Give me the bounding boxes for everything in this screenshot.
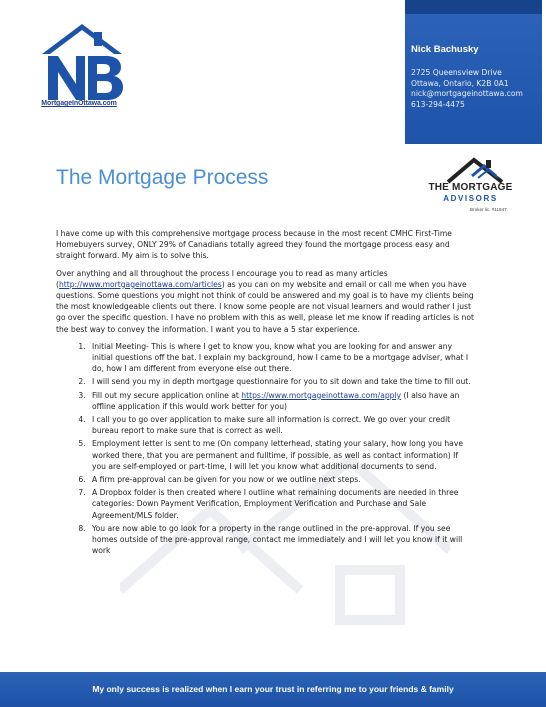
step-item: 7. A Dropbox folder is then created where I outline what remaining documents are needed in three categories: Down Payment Verification, Employment Verification and Purchase and Sale Agreement/MLS folder. — [88, 487, 474, 521]
broker-license: Broker lic. #11947 — [470, 207, 507, 212]
footer-tagline: My only success is realized when I earn your trust in referring me to your friends & family — [92, 684, 454, 694]
brand-title: THE MORTGAGE — [428, 182, 513, 193]
nb-logo-icon — [34, 20, 130, 112]
process-steps-list — [56, 341, 474, 557]
step-item: 8. You are now able to go look for a property in the range outlined in the pre-approval. If you see homes outside of the pre-approval range, contact me immediately and I will let you know if it will work — [88, 523, 474, 557]
step-item: 4. I call you to go over application to make sure all information is correct. We go over your credit bureau report to make sure that is correct as well. — [88, 414, 474, 436]
paragraph-text: ) as you can on my website and email or call me when you have questions. Some questions you might not think of could be answered and my goal is to have my clients being the most knowledgeable clients out there. I know some people are not visual learners and would rather I just go over the specific question. I have no problem with this as well, please let me know if reading articles is not the best way to convey the information. I want you to have a 5 star experience. — [56, 279, 474, 334]
brand-subtitle: ADVISORS — [443, 194, 498, 203]
articles-paragraph — [56, 268, 474, 335]
paragraph-text: Over anything and all throughout the process I encourage you to read as many articles ( — [56, 268, 388, 289]
contact-panel-stripe — [405, 0, 542, 14]
agent-name: Nick Bachusky — [411, 44, 479, 55]
contact-details — [411, 68, 523, 110]
logo-caption: MortgageInOttawa.com — [41, 100, 117, 107]
apply-link[interactable]: https://www.mortgageinottawa.com/apply — [241, 390, 402, 400]
address-line-2: Ottawa, Ontario, K2B 0A1 — [411, 78, 509, 88]
articles-link[interactable]: http://www.mortgageinottawa.com/articles — [58, 279, 222, 289]
step-item: 5. Employment letter is sent to me (On company letterhead, stating your salary, how long you have worked there, that you are permanent and fulltime, if possible, as well as contact information) If you are self-employed or part-time, I will let you know what additional documents to send. — [88, 438, 474, 472]
address-line-1: 2725 Queensview Drive — [411, 68, 502, 77]
intro-paragraph: I have come up with this comprehensive mortgage process because in the most recent CMHC First-Time Homebuyers survey, ONLY 29% of Canadians totally agreed they found the mortgage process easy and straight forward. My aim is to solve this. — [56, 229, 452, 261]
step-item: 1. Initial Meeting- This is where I get to know you, know what you are looking for and answer any initial questions off the bat. I explain my background, how I came to be a mortgage adviser, what I do, how I am different from everyone else out there. — [88, 341, 474, 375]
step-text: Fill out my secure application online at — [92, 390, 242, 400]
phone-number[interactable]: 613-294-4475 — [411, 99, 465, 109]
step-item: 6. A firm pre-approval can be given for you now or we outline next steps. — [88, 474, 474, 485]
step-text: (I also have an offline application if this would work better for you) — [92, 390, 460, 411]
document-body — [56, 228, 474, 558]
page-title: The Mortgage Process — [56, 166, 269, 189]
step-item: 2. I will send you my in depth mortgage questionnaire for you to sit down and take the time to fill out. — [88, 376, 474, 387]
step-item — [88, 390, 474, 412]
email-address[interactable]: nick@mortgageinottawa.com — [411, 89, 523, 98]
